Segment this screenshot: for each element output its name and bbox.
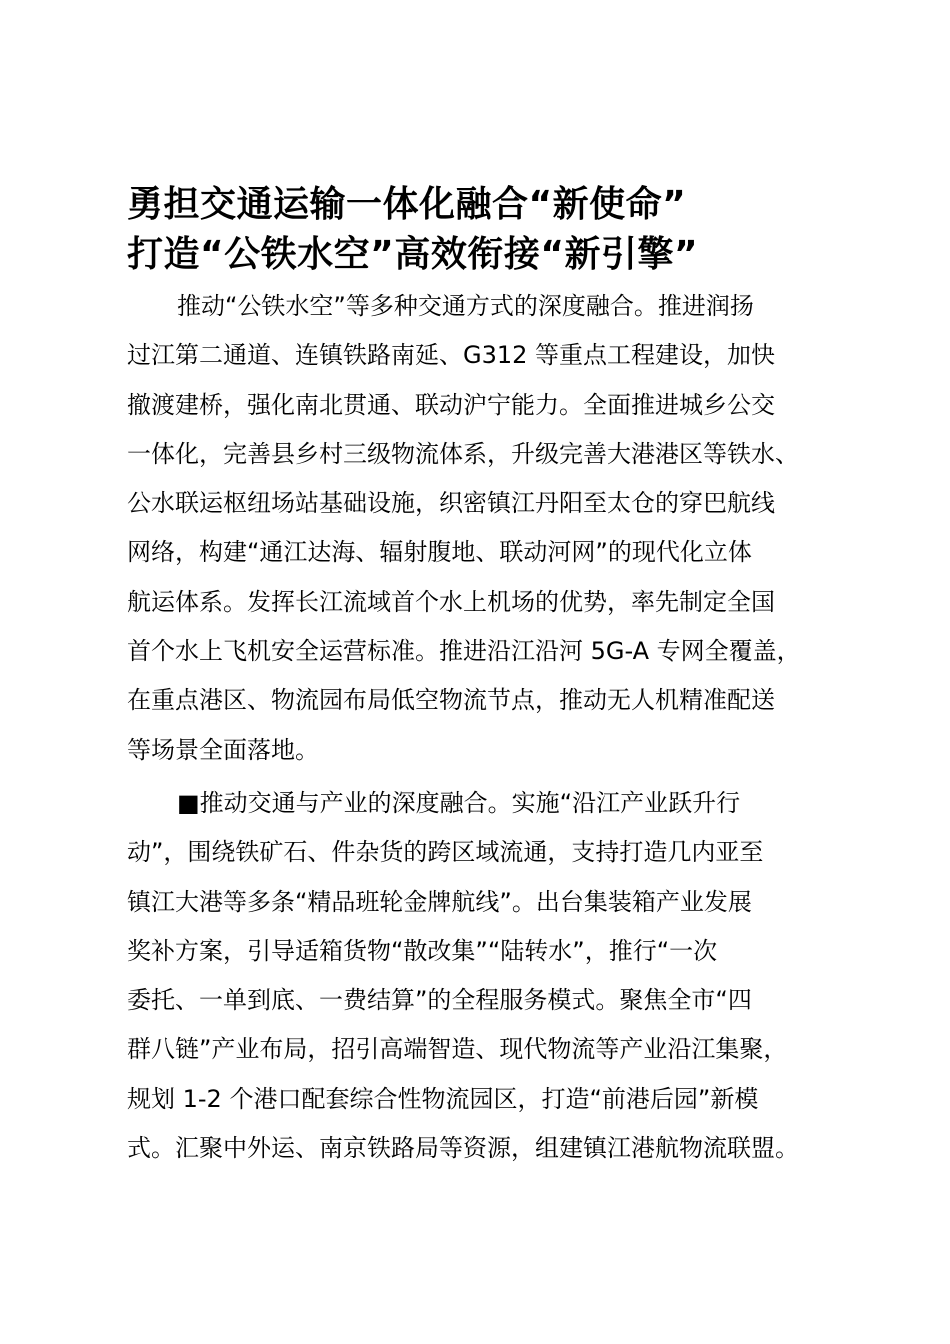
paragraph-line: 撤渡建桥，强化南北贯通、联动沪宁能力。全面推进城乡公交: [127, 390, 775, 419]
paragraph-line: 公水联运枢纽场站基础设施，织密镇江丹阳至太仓的穿巴航线: [127, 489, 775, 518]
title-line-2: 打造“公铁水空”高效衔接“新引擎”: [127, 234, 699, 275]
paragraph-line: 群八链”产业布局，招引高端智造、现代物流等产业沿江集聚，: [127, 1035, 788, 1064]
paragraph-line: 在重点港区、物流园布局低空物流节点，推动无人机精准配送: [127, 686, 775, 715]
paragraph-line: 航运体系。发挥长江流域首个水上机场的优势，率先制定全国: [127, 587, 775, 616]
paragraph-line: 等场景全面落地。: [127, 735, 319, 764]
document-body: [127, 282, 859, 1173]
paragraph-line: 一体化，完善县乡村三级物流体系，升级完善大港港区等铁水、: [127, 439, 799, 468]
paragraph-line: ■推动交通与产业的深度融合。实施“沿江产业跃升行: [177, 788, 741, 817]
paragraph-2: [127, 779, 859, 1173]
title-line-1: 勇担交通运输一体化融合“新使命”: [127, 184, 687, 225]
paragraph-line: 式。汇聚中外运、南京铁路局等资源，组建镇江港航物流联盟。: [127, 1134, 799, 1163]
paragraph-line: 过江第二通道、连镇铁路南延、G312 等重点工程建设，加快: [127, 341, 776, 370]
paragraph-line: 规划 1-2 个港口配套综合性物流园区，打造“前港后园”新模: [127, 1084, 759, 1113]
paragraph-1: [127, 282, 859, 775]
paragraph-line: 委托、一单到底、一费结算”的全程服务模式。聚焦全市“四: [127, 986, 752, 1015]
paragraph-line: 网络，构建“通江达海、辐射腹地、联动河网”的现代化立体: [127, 538, 752, 567]
document-title: [127, 180, 847, 280]
paragraph-line: 奖补方案，引导适箱货物“散改集”“陆转水”，推行“一次: [127, 936, 718, 965]
paragraph-line: 镇江大港等多条“精品班轮金牌航线”。出台集装箱产业发展: [127, 887, 752, 916]
paragraph-line: 推动“公铁水空”等多种交通方式的深度融合。推进润扬: [177, 292, 754, 320]
paragraph-line: 动”，围绕铁矿石、件杂货的跨区域流通，支持打造几内亚至: [127, 838, 764, 867]
paragraph-line: 首个水上飞机安全运营标准。推进沿江沿河 5G-A 专网全覆盖，: [127, 637, 801, 666]
